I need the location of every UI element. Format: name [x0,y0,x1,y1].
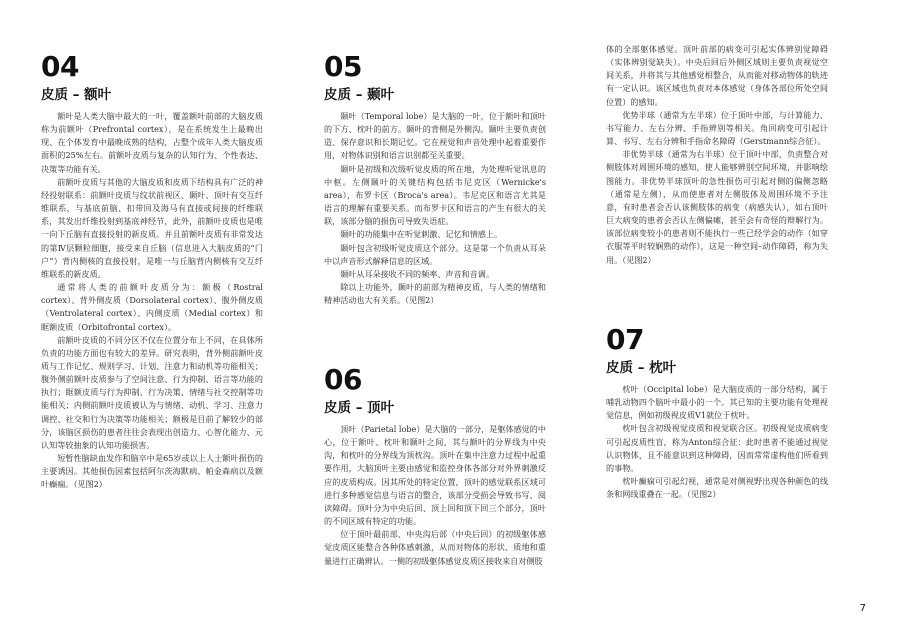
section-number: 07 [606,323,644,356]
section-number: 04 [41,50,79,83]
paragraph: 通常将人类的前额叶皮质分为：额极（Rostral cortex）、背外侧皮质（Dorsolateral cortex）、腹外侧皮质（Ventrolateral cortex）、内侧皮质（Medial cortex）和眶额皮质（Orbitofrontal cortex）。 [41,282,263,332]
section-06 [324,365,546,568]
section-title: 皮质 – 颞叶 [324,87,395,103]
paragraph: 位于顶叶最前部、中央沟后部（中央后回）的初级躯体感觉皮质区能整合各种体感刺激，从而对物体的形状、质地和重量进行正确辨认。一侧的初级躯体感觉皮质区接收来自对侧肢 [324,529,546,566]
paragraph: 优势半球（通常为左半球）位于顶叶中部，与计算能力、书写能力、左右分辨、手指辨别等相关。角回病变可引起计算、书写、左右分辨和手指命名障碍（Gerstmann综合征）。 [606,109,828,147]
section-07 [606,325,828,501]
paragraph: 颞叶（Temporal lobe）是大脑的一叶，位于额叶和顶叶的下方、枕叶的前方。颞叶的背侧是外侧沟。颞叶主要负责创造、保存意识和长期记忆。它在视觉和声音处理中起着重要作用，对物体识别和语言识别都至关重要。 [324,111,546,161]
section-05 [324,52,546,307]
paragraph: 颞叶是初级和次级听觉皮质的所在地，为处理听觉讯息的中枢。左侧颞叶的关键结构包括韦尼克区（Wernicke's area），布罗卡区（Broca's area）。韦尼克区和语言尤其是语言的理解有重要关系。而布罗卡区和语言的产生有很大的关联，该部分脑的损伤可导致失语症。 [324,163,546,227]
section-number: 05 [324,50,362,83]
page-number: 7 [859,603,866,614]
paragraph: 枕叶（Occipital lobe）是大脑皮质的一部分结构，属于哺乳动物四个脑叶中最小的一个。其已知的主要功能有处理视觉信息，例如初级视皮质V1就位于枕叶。 [606,384,828,421]
section-06-continued [606,43,828,267]
paragraph: 颞叶的功能集中在听觉刺激、记忆和情感上。 [340,229,503,240]
paragraph: 体的全部躯体感觉。顶叶前部的病变可引起实体辨别觉障碍（实体辨别觉缺失）。中央后回后外侧区域则主要负责视觉空间关系，并将其与其他感觉相整合，从而能对移动物体的轨迹有一定认识。该区域也负责对本体感觉（身体各部位所处空间位置）的感知。 [606,44,828,107]
section-title: 皮质 – 枕叶 [606,360,677,376]
section-04 [41,52,263,492]
section-title: 皮质 – 顶叶 [324,400,395,416]
paragraph: 额叶是人类大脑中最大的一叶，覆盖额叶前部的大脑皮质称为前额叶（Prefrontal cortex），是在系统发生上最晚出现、在个体发育中最晚成熟的结构，占整个成年人类大脑皮质面积的25%左右。前额叶皮质与复杂的认知行为、个性表达、决策等功能有关。 [41,111,263,174]
paragraph: 短暂性脑缺血发作和脑卒中是65岁或以上人士额叶损伤的主要诱因。其他损伤因素包括阿尔茨海默病、帕金森病以及额叶癫痫。（见图2） [41,453,263,490]
paragraph: 枕叶包含初级视觉皮质和视觉联合区。初级视觉皮质病变可引起皮质性盲，称为Anton综合征：此时患者不能通过视觉认识物体，且不能意识到这种障碍，因而常常虚构他们所看到的事物。 [606,423,828,473]
paragraph: 颞叶包含初级听觉皮质这个部分。这是第一个负责从耳朵中以声音形式解释信息的区域。 [324,242,546,266]
paragraph: 前额叶皮质的不同分区不仅在位置分布上不同，在具体所负责的功能方面也有较大的差异。研究表明，背外侧前额叶皮质与工作记忆、规则学习、计划、注意力和动机等功能相关；腹外侧前额叶皮质参与了空间注意、行为抑制、语言等功能的执行；眶额皮质与行为抑制、行为决策、情绪与社交控制等功能相关；内侧前额叶皮质被认为与情绪、动机、学习、注意力调控、社交和行为决策等功能相关；额极是目前了解较少的部分，该脑区损伤的患者往往会表现出创造力、心智化能力、元认知等较抽象的认知功能损害。 [41,334,263,450]
paragraph: 顶叶（Parietal lobe）是大脑的一部分，是躯体感觉的中心，位于额叶、枕叶和颞叶之间，其与额叶的分界线为中央沟，和枕叶的分界线为顶枕沟。顶叶在集中注意力过程中起重要作用，大脑顶叶主要由感觉和监控身体各部分对外界刺激反应的皮质构成。因其所处的特定位置，顶叶的感觉联系区域可进行多种感觉信息与语言的整合，该部分受损会导致书写、阅读障碍。顶叶分为中央后回、顶上回和顶下回三个部分，顶叶的不同区域有特定的功能。 [324,424,546,527]
paragraph: 非优势半球（通常为右半球）位于顶叶中部，负责整合对侧肢体对周围环境的感知，使人能够辨别空间环境，并影响绘图能力。非优势半球顶叶的急性损伤可引起对侧的偏侧忽略（通常是左侧），从而使患者对左侧肢体及周围环境不予注意，有时患者会否认该侧肢体的病变（病感失认），如右顶叶巨大病变的患者会否认左侧偏瘫，甚至会有奇怪的辩解行为。该部位病变较小的患者则不能执行一些已经学会的动作（如穿衣服等平时较娴熟的动作），这是一种空间–动作障碍，称为失用。（见图2） [606,149,828,265]
paragraph: 前额叶皮质与其他的大脑皮质和皮质下结构具有广泛的神经投射联系：前额叶皮质与纹状前视区、颞叶、顶叶有交互纤维联系，与基底前脑、扣带回及海马有直接或间接的纤维联系，其发出纤维投射到基底神经节，此外，前额叶皮质也是唯一向下丘脑有直接投射的新皮质。并且前额叶皮质有非常发达的第Ⅳ层颗粒细胞，接受来自丘脑（信息进入大脑皮质的“门户”）背内侧核的直接投射，是唯一与丘脑背内侧核有交互纤维联系的新皮质。 [41,176,263,279]
section-number: 06 [324,363,362,396]
paragraph: 枕叶癫痫可引起幻视，通常是对侧视野出现各种颜色的线条和网线重叠在一起。（见图2） [606,476,828,500]
paragraph: 颞叶从耳朵接收不同的频率、声音和音调。 [340,268,494,279]
section-title: 皮质 – 额叶 [41,87,112,103]
paragraph: 除以上功能外，颞叶的前部为精神皮质，与人类的情绪和精神活动也大有关系。（见图2） [324,282,546,306]
